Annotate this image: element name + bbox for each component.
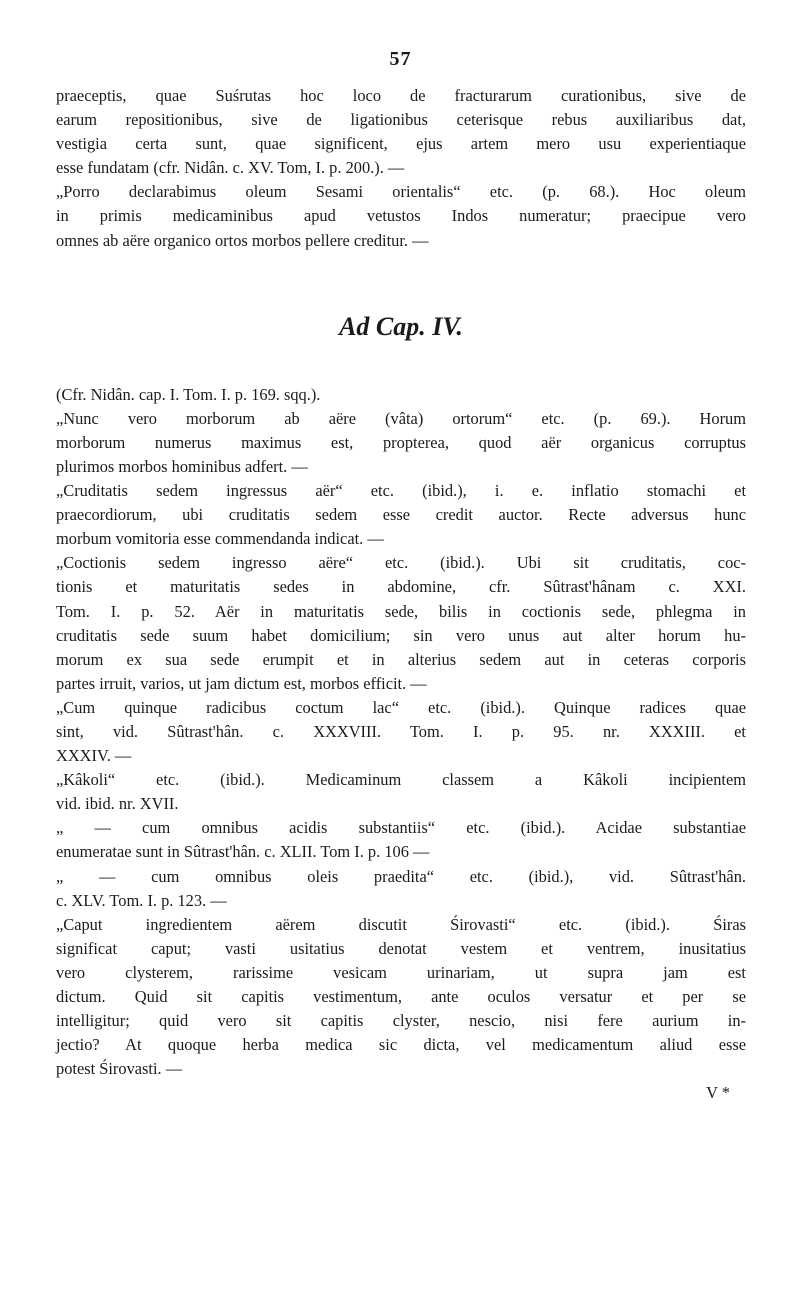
text-line: „ — cum omnibus oleis praedita“ etc. (ibid.), vid. Sûtrast'hân. xyxy=(56,866,746,886)
text-line: morborum numerus maximus est, propterea, quod aër organicus corruptus xyxy=(56,432,746,452)
text-line: XXXIV. — xyxy=(56,746,132,766)
text-line: „Cum quinque radicibus coctum lac“ etc. (ibid.). Quinque radices quae xyxy=(56,697,746,717)
text-line: significat caput; vasti usitatius denotat vestem et ventrem, inusitatius xyxy=(56,938,746,958)
text-line: tionis et maturitatis sedes in abdomine, cfr. Sûtrast'hânam c. XXI. xyxy=(56,577,746,597)
text-line: potest Śirovasti. — xyxy=(56,1059,183,1079)
text-line: vestigia certa sunt, quae significent, ejus artem mero usu experientiaque xyxy=(56,134,746,154)
text-line: „Caput ingredientem aërem discutit Śirovasti“ etc. (ibid.). Śiras xyxy=(56,914,746,934)
text-line: praecordiorum, ubi cruditatis sedem esse credit auctor. Recte adversus hunc xyxy=(56,505,746,525)
text-line: „Cruditatis sedem ingressus aër“ etc. (ibid.), i. e. inflatio stomachi et xyxy=(56,481,746,501)
text-line: vid. ibid. nr. XVII. xyxy=(56,794,179,814)
text-line: morbum vomitoria esse commendanda indicat. — xyxy=(56,529,384,549)
text-line: „Porro declarabimus oleum Sesami orientalis“ etc. (p. 68.). Hoc oleum xyxy=(56,182,746,202)
text-line: morum ex sua sede erumpit et in alterius sedem aut in ceteras corporis xyxy=(56,649,746,669)
text-line: sint, vid. Sûtrast'hân. c. XXXVIII. Tom. I. p. 95. nr. XXXIII. et xyxy=(56,721,746,741)
text-line: esse fundatam (cfr. Nidân. c. XV. Tom, I. p. 200.). — xyxy=(56,158,405,178)
text-line: intelligitur; quid vero sit capitis clyster, nescio, nisi fere aurium in- xyxy=(56,1011,746,1031)
page-body xyxy=(56,84,746,1105)
text-line: jectio? At quoque herba medica sic dicta, vel medicamentum aliud esse xyxy=(56,1035,746,1055)
text-line: „Coctionis sedem ingresso aëre“ etc. (ibid.). Ubi sit cruditatis, coc- xyxy=(56,553,746,573)
text-line: „Kâkoli“ etc. (ibid.). Medicaminum classem a Kâkoli incipientem xyxy=(56,770,746,790)
text-line: „ — cum omnibus acidis substantiis“ etc. (ibid.). Acidae substantiae xyxy=(56,818,746,838)
section-heading: Ad Cap. IV. xyxy=(339,311,463,341)
text-line: plurimos morbos hominibus adfert. — xyxy=(56,456,308,476)
text-line: omnes ab aëre organico ortos morbos pellere creditur. — xyxy=(56,230,429,250)
text-line: praeceptis, quae Suśrutas hoc loco de fracturarum curationibus, sive de xyxy=(56,86,746,105)
text-line: Tom. I. p. 52. Aër in maturitatis sede, bilis in coctionis sede, phlegma in xyxy=(56,601,746,621)
text-line: vero clysterem, rarissime vesicam urinariam, ut supra jam est xyxy=(56,962,746,982)
text-line: earum repositionibus, sive de ligationibus ceterisque rebus auxiliaribus dat, xyxy=(56,110,746,130)
text-line: enumeratae sunt in Sûtrast'hân. c. XLII. Tom I. p. 106 — xyxy=(56,842,430,862)
paragraph-chapter-notes xyxy=(56,383,746,1082)
signature-mark: V * xyxy=(706,1083,730,1103)
paragraph-fracture-notes xyxy=(56,84,746,253)
text-line: in primis medicaminibus apud vetustos Indos numeratur; praecipue vero xyxy=(56,206,746,226)
text-line: dictum. Quid sit capitis vestimentum, ante oculos versatur et per se xyxy=(56,987,746,1006)
text-line: c. XLV. Tom. I. p. 123. — xyxy=(56,890,227,910)
text-line: (Cfr. Nidân. cap. I. Tom. I. p. 169. sqq.). xyxy=(56,384,321,404)
text-line: cruditatis sede suum habet domicilium; sin vero unus aut alter horum hu- xyxy=(56,625,746,645)
text-line: „Nunc vero morborum ab aëre (vâta) ortorum“ etc. (p. 69.). Horum xyxy=(56,408,746,428)
page-number: 57 xyxy=(389,48,412,70)
text-line: partes irruit, varios, ut jam dictum est, morbos efficit. — xyxy=(56,673,427,693)
